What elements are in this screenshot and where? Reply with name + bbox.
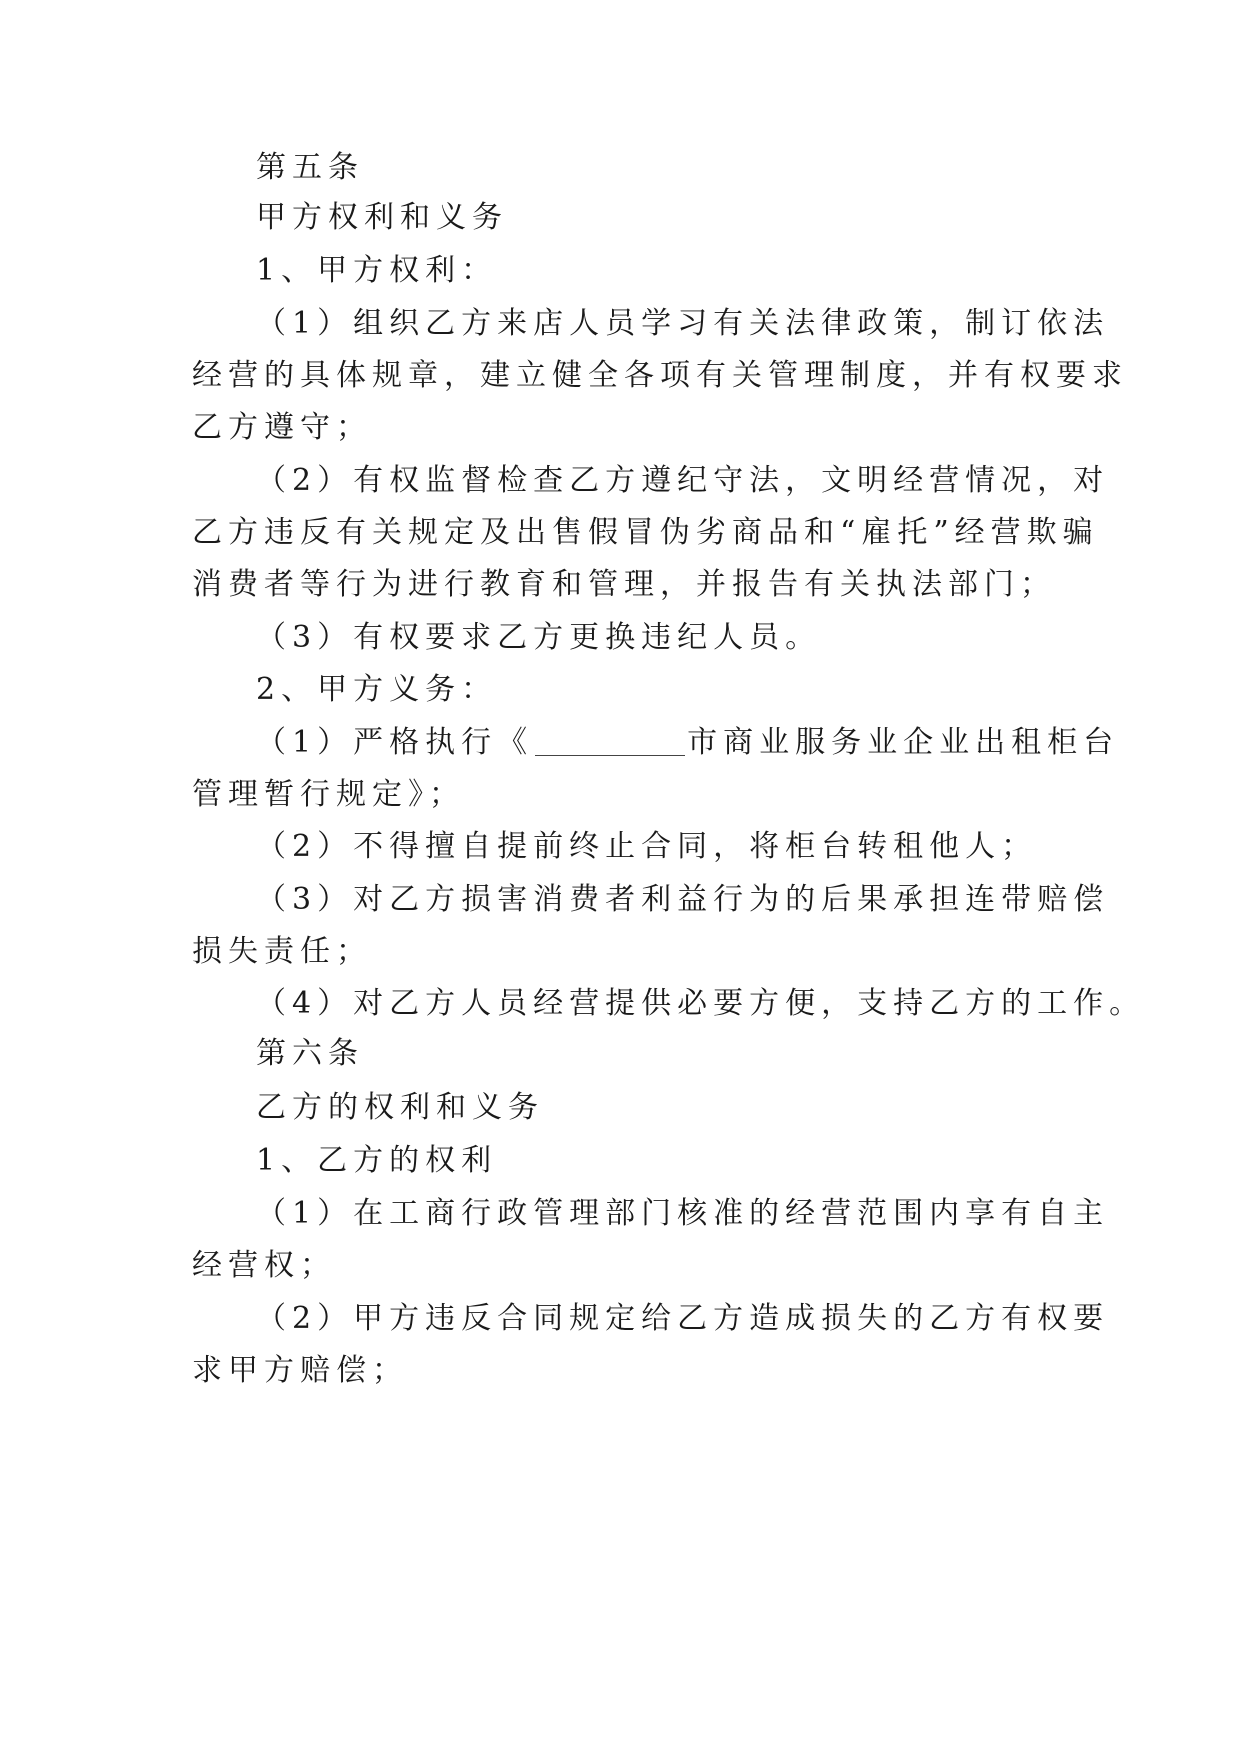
- paragraph-line: （2）不得擅自提前终止合同，将柜台转租他人；: [256, 829, 1038, 864]
- article-6-heading: 第六条: [256, 1036, 364, 1071]
- article-5-heading: 第五条: [256, 150, 364, 185]
- party-a-rights-obligations-heading: 甲方权利和义务: [256, 200, 508, 235]
- paragraph-line: 消费者等行为进行教育和管理，并报告有关执法部门；: [192, 567, 1056, 602]
- paragraph-line: 管理暂行规定》；: [192, 777, 465, 812]
- paragraph-line: （2）有权监督检查乙方遵纪守法，文明经营情况，对: [256, 463, 1110, 498]
- paragraph-line: （1）在工商行政管理部门核准的经营范围内享有自主: [256, 1196, 1110, 1231]
- fill-in-blank: [535, 725, 685, 756]
- paragraph-line: （3）有权要求乙方更换违纪人员。: [256, 620, 822, 655]
- paragraph-line: 乙方遵守；: [192, 410, 372, 445]
- paragraph-text: （1）严格执行《: [256, 725, 534, 760]
- paragraph-line: 乙方违反有关规定及出售假冒伪劣商品和“雇托”经营欺骗: [192, 515, 1099, 550]
- paragraph-line: 求甲方赔偿；: [192, 1353, 408, 1388]
- party-b-rights-obligations-heading: 乙方的权利和义务: [256, 1090, 544, 1125]
- paragraph-text: 市商业服务业企业出租柜台: [687, 725, 1120, 760]
- party-b-rights-subheading: 1、乙方的权利: [256, 1143, 498, 1178]
- paragraph-line: （3）对乙方损害消费者利益行为的后果承担连带赔偿: [256, 882, 1110, 917]
- paragraph-line: （1）组织乙方来店人员学习有关法律政策，制订依法: [256, 306, 1110, 341]
- party-a-rights-subheading: 1、甲方权利：: [256, 253, 498, 288]
- party-a-obligations-subheading: 2、甲方义务：: [256, 672, 498, 707]
- paragraph-line: 损失责任；: [192, 934, 372, 969]
- paragraph-line: （2）甲方违反合同规定给乙方造成损失的乙方有权要: [256, 1301, 1110, 1336]
- paragraph-line: [256, 723, 1119, 763]
- paragraph-line: 经营权；: [192, 1248, 336, 1283]
- paragraph-line: 经营的具体规章，建立健全各项有关管理制度，并有权要求: [192, 358, 1128, 393]
- paragraph-line: （4）对乙方人员经营提供必要方便，支持乙方的工作。: [256, 986, 1146, 1021]
